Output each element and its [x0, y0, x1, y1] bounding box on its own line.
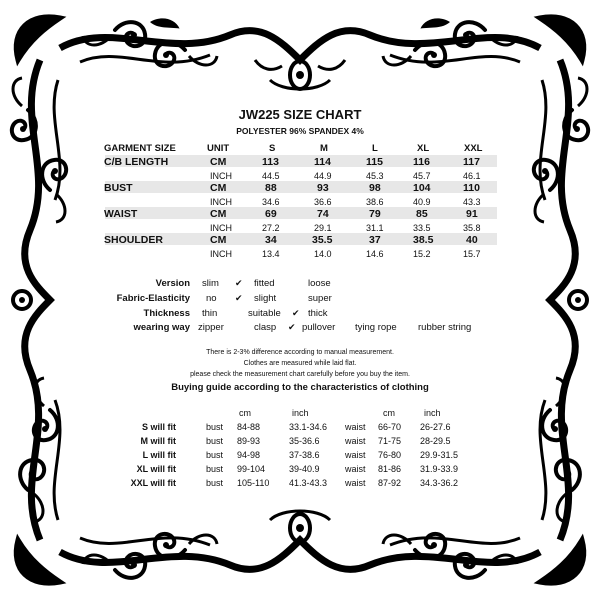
cell-s: 44.5: [262, 171, 280, 181]
cell-xxl: 117: [463, 156, 480, 168]
wearing-option: zipper: [198, 322, 224, 333]
waist-label: waist: [345, 478, 366, 488]
cell-xl: 45.7: [413, 171, 431, 181]
check-icon: ✔: [292, 308, 300, 318]
cell-xxl: 110: [463, 182, 480, 194]
buying-guide-title: Buying guide according to the characteristics of clothing: [171, 382, 429, 393]
cell-xl: 33.5: [413, 223, 431, 233]
waist-cm: 71-75: [378, 436, 402, 446]
thickness-option: suitable: [248, 308, 281, 319]
header-xl: XL: [417, 143, 430, 154]
elasticity-option: super: [308, 293, 332, 304]
material-composition: POLYESTER 96% SPANDEX 4%: [236, 126, 364, 136]
cell-m: 29.1: [314, 223, 332, 233]
header-garment-size: GARMENT SIZE: [104, 143, 176, 154]
unit-cm: CM: [210, 208, 227, 220]
row-label: BUST: [104, 182, 133, 194]
waist-inch: 34.3-36.2: [420, 478, 459, 488]
bust-inch: 37-38.6: [289, 450, 320, 460]
guide-size-label: L will fit: [142, 450, 176, 460]
cell-s: 34: [265, 234, 277, 246]
elasticity-label: Fabric-Elasticity: [116, 293, 190, 304]
cell-xxl: 46.1: [463, 171, 481, 181]
bust-inch: 35-36.6: [289, 436, 320, 446]
check-icon: ✔: [288, 322, 296, 332]
unit-inch: INCH: [210, 171, 232, 181]
cell-xxl: 15.7: [463, 249, 481, 259]
cell-s: 34.6: [262, 197, 280, 207]
cell-m: 14.0: [314, 249, 332, 259]
guide-size-label: XXL will fit: [130, 478, 176, 488]
thickness-option: thick: [308, 308, 328, 319]
waist-inch: 31.9-33.9: [420, 464, 459, 474]
cell-s: 113: [262, 156, 279, 168]
unit-cm: CM: [210, 182, 227, 194]
cell-m: 93: [317, 182, 329, 194]
bust-cm: 94-98: [237, 450, 261, 460]
waist-label: waist: [345, 464, 366, 474]
header-s: S: [269, 143, 276, 154]
bust-label: bust: [206, 450, 224, 460]
bust-label: bust: [206, 478, 224, 488]
cell-s: 13.4: [262, 249, 280, 259]
thickness-label: Thickness: [143, 308, 190, 319]
elasticity-option: slight: [254, 293, 277, 304]
cell-l: 45.3: [366, 171, 384, 181]
cell-s: 27.2: [262, 223, 280, 233]
cell-xl: 38.5: [413, 234, 434, 246]
cell-m: 44.9: [314, 171, 332, 181]
cell-xxl: 40: [466, 234, 478, 246]
cell-l: 14.6: [366, 249, 384, 259]
cell-l: 98: [369, 182, 381, 194]
unit-header: cm: [383, 408, 395, 418]
unit-header: inch: [292, 408, 309, 418]
cell-l: 38.6: [366, 197, 384, 207]
wearing-option: clasp: [254, 322, 277, 333]
wearing-option: rubber string: [418, 322, 472, 333]
note-check-chart: please check the measurement chart carefully before you buy the item.: [190, 371, 410, 378]
header-l: L: [372, 143, 378, 154]
bust-label: bust: [206, 464, 224, 474]
row-shade: [105, 207, 497, 219]
cell-m: 35.5: [312, 234, 333, 246]
version-option: loose: [308, 278, 331, 289]
cell-xxl: 35.8: [463, 223, 481, 233]
waist-inch: 28-29.5: [420, 436, 451, 446]
cell-l: 115: [366, 156, 383, 168]
bust-label: bust: [206, 422, 224, 432]
guide-size-label: XL will fit: [136, 464, 176, 474]
waist-cm: 66-70: [378, 422, 402, 432]
bust-inch: 41.3-43.3: [289, 478, 328, 488]
bust-inch: 33.1-34.6: [289, 422, 328, 432]
waist-cm: 81-86: [378, 464, 402, 474]
header-xxl: XXL: [464, 143, 483, 154]
cell-m: 36.6: [314, 197, 332, 207]
bust-cm: 89-93: [237, 436, 261, 446]
elasticity-option: no: [206, 293, 217, 304]
cell-s: 69: [265, 208, 277, 220]
note-difference: There is 2-3% difference according to manual measurement.: [206, 349, 394, 356]
frame-top: [60, 14, 540, 89]
guide-size-label: M will fit: [140, 436, 176, 446]
cell-l: 37: [369, 234, 381, 246]
cell-l: 79: [369, 208, 381, 220]
check-icon: ✔: [235, 293, 243, 303]
row-label: WAIST: [104, 208, 138, 220]
bust-label: bust: [206, 436, 224, 446]
row-shade: [105, 233, 497, 245]
cell-m: 114: [314, 156, 331, 168]
cell-xl: 116: [413, 156, 430, 168]
unit-inch: INCH: [210, 223, 232, 233]
waist-label: waist: [345, 450, 366, 460]
unit-cm: CM: [210, 156, 227, 168]
cell-xl: 40.9: [413, 197, 431, 207]
wearing-option: pullover: [302, 322, 336, 333]
note-measured-flat: Clothes are measured while laid flat.: [243, 360, 357, 367]
header-m: M: [320, 143, 328, 154]
waist-cm: 87-92: [378, 478, 402, 488]
chart-title: JW225 SIZE CHART: [238, 107, 362, 122]
unit-cm: CM: [210, 234, 227, 246]
bust-inch: 39-40.9: [289, 464, 320, 474]
bust-cm: 84-88: [237, 422, 261, 432]
cell-xl: 85: [416, 208, 428, 220]
wearing-option: tying rope: [355, 322, 397, 333]
waist-cm: 76-80: [378, 450, 402, 460]
cell-m: 74: [317, 208, 329, 220]
row-shade: [105, 181, 497, 193]
cell-s: 88: [265, 182, 277, 194]
check-icon: ✔: [235, 278, 243, 288]
waist-label: waist: [345, 436, 366, 446]
cell-xl: 104: [413, 182, 431, 194]
waist-label: waist: [345, 422, 366, 432]
row-label: C/B LENGTH: [104, 156, 169, 168]
unit-inch: INCH: [210, 249, 232, 259]
row-label: SHOULDER: [104, 234, 163, 246]
unit-header: cm: [239, 408, 251, 418]
unit-inch: INCH: [210, 197, 232, 207]
bust-cm: 99-104: [237, 464, 266, 474]
cell-xxl: 43.3: [463, 197, 481, 207]
wearing-way-label: wearing way: [133, 322, 190, 333]
cell-xxl: 91: [466, 208, 478, 220]
version-option: slim: [202, 278, 219, 289]
waist-inch: 26-27.6: [420, 422, 451, 432]
cell-l: 31.1: [366, 223, 384, 233]
header-unit: UNIT: [207, 143, 230, 154]
guide-size-label: S will fit: [141, 422, 176, 432]
version-option: fitted: [254, 278, 275, 289]
bust-cm: 105-110: [237, 478, 270, 488]
thickness-option: thin: [202, 308, 218, 319]
unit-header: inch: [424, 408, 441, 418]
cell-xl: 15.2: [413, 249, 431, 259]
version-label: Version: [155, 278, 190, 289]
frame-bottom: [60, 511, 540, 578]
waist-inch: 29.9-31.5: [420, 450, 459, 460]
